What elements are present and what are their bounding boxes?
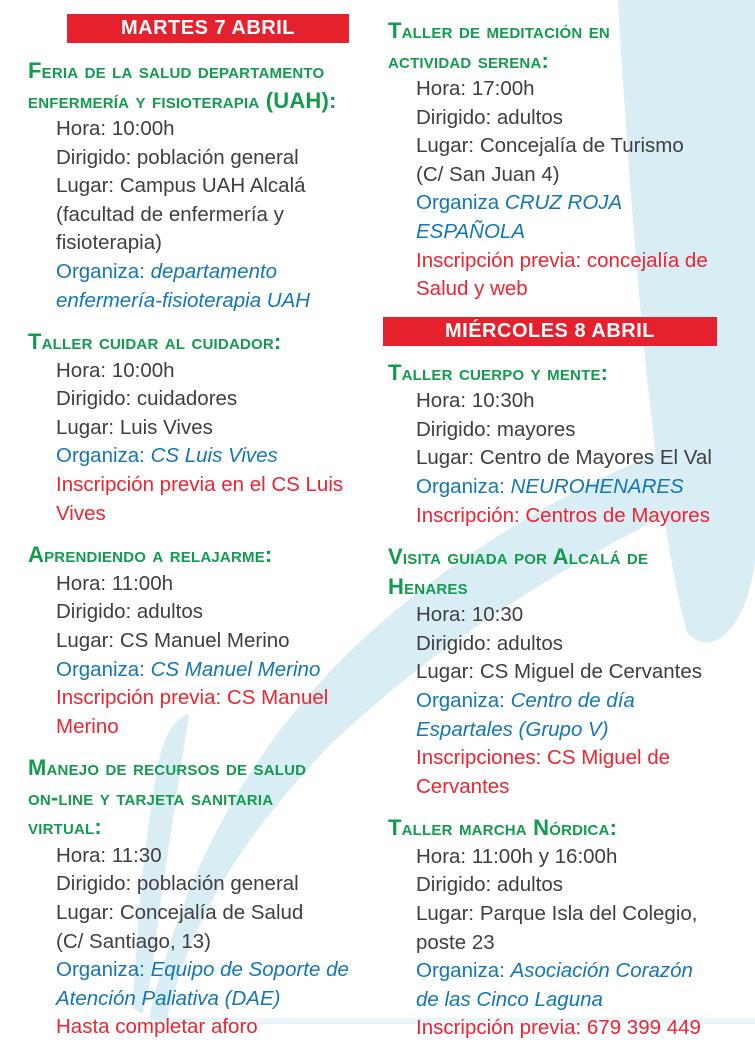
event-detail-line: Dirigido: población general bbox=[56, 872, 299, 896]
event-block bbox=[388, 16, 730, 304]
organiza-label: Organiza: bbox=[416, 959, 511, 983]
event-title-line: Taller de meditación en bbox=[388, 18, 610, 43]
organiza-value: Equipo de Soporte de bbox=[150, 958, 349, 982]
event-title-line: actividad serena: bbox=[388, 47, 550, 73]
event-detail-line: Hora: 10:30h bbox=[416, 389, 535, 413]
organiza-value: Centro de día bbox=[510, 689, 635, 712]
event-detail-line: Hora: 11:30 bbox=[56, 843, 162, 867]
organiza-label: Organiza: bbox=[56, 444, 151, 468]
event-detail-line: Dirigido: cuidadores bbox=[56, 387, 238, 411]
event-detail-line: Lugar: Centro de Mayores El Val bbox=[416, 446, 712, 470]
event-title-line: on-line y tarjeta sanitaria bbox=[28, 784, 274, 810]
event-title-line: Visita guiada por Alcalá de bbox=[388, 544, 649, 570]
event-title-line: Feria de la salud departamento bbox=[28, 58, 325, 83]
event-detail-line: Inscripción previa: concejalía de bbox=[416, 248, 708, 272]
event-title-line: enfermería y fisioterapia (UAH): bbox=[28, 87, 337, 113]
event-detail-line: (C/ Santiago, 13) bbox=[56, 929, 211, 953]
event-detail-line: Lugar: Concejalía de Salud bbox=[56, 900, 304, 924]
event-detail-line: Dirigido: adultos bbox=[416, 631, 563, 655]
event-block bbox=[388, 358, 730, 530]
event-detail-line: Hasta completar aforo bbox=[56, 1015, 258, 1039]
event-detail-line bbox=[28, 985, 356, 1014]
organiza-value: Espartales (Grupo V) bbox=[416, 717, 609, 741]
event-title-line: Taller cuerpo y mente: bbox=[388, 359, 609, 385]
event-detail-line bbox=[28, 287, 356, 316]
organiza-label: Organiza: bbox=[56, 259, 151, 283]
organiza-value: CS Luis Vives bbox=[150, 444, 278, 468]
event-detail-line bbox=[388, 473, 730, 502]
event-detail-line: Lugar: Luis Vives bbox=[56, 415, 213, 439]
event-detail-line: Dirigido: adultos bbox=[416, 873, 563, 897]
event-detail-line: Vives bbox=[56, 501, 106, 525]
event-detail-line: Inscripción previa en el CS Luis bbox=[56, 473, 344, 497]
event-block bbox=[388, 542, 730, 801]
event-block bbox=[28, 540, 356, 741]
event-detail-line: poste 23 bbox=[416, 930, 495, 954]
event-title-line: Manejo de recursos de salud bbox=[28, 755, 307, 781]
organiza-value: Atención Paliativa (DAE) bbox=[56, 986, 281, 1010]
event-title-line: Henares bbox=[388, 573, 468, 599]
event-detail-line: Hora: 10:30 bbox=[416, 603, 524, 627]
organiza-value: Asociación Corazón bbox=[510, 959, 693, 983]
event-detail-line bbox=[388, 189, 730, 246]
event-detail-line: Dirigido: población general bbox=[56, 145, 299, 169]
organiza-value: CRUZ ROJA ESPAÑOLA bbox=[416, 191, 622, 243]
event-detail-line: Lugar: Parque Isla del Colegio, bbox=[416, 902, 698, 926]
event-title-line: virtual: bbox=[28, 814, 102, 840]
organiza-value: de las Cinco Laguna bbox=[416, 987, 603, 1011]
event-detail-line: Hora: 11:00h bbox=[56, 571, 174, 595]
event-detail-line: Lugar: CS Miguel de Cervantes bbox=[416, 660, 703, 684]
column-1 bbox=[28, 14, 356, 1042]
event-detail-line: Salud y web bbox=[416, 277, 528, 301]
event-detail-line bbox=[388, 957, 730, 986]
event-detail-line: Lugar: CS Manuel Merino bbox=[56, 628, 290, 652]
organiza-label: Organiza: bbox=[416, 689, 511, 712]
organiza-value: departamento bbox=[150, 259, 278, 283]
event-detail-line: Cervantes bbox=[416, 774, 510, 798]
event-block bbox=[28, 56, 356, 315]
event-block bbox=[28, 753, 356, 1042]
event-detail-line: Merino bbox=[56, 714, 119, 738]
event-detail-line: Hora: 11:00h y 16:00h bbox=[416, 844, 618, 868]
event-detail-line bbox=[388, 687, 730, 716]
event-detail-line: Inscripciones: CS Miguel de bbox=[416, 746, 671, 770]
event-detail-line: Dirigido: adultos bbox=[56, 600, 203, 624]
organiza-value: NEUROHENARES bbox=[510, 475, 684, 499]
organiza-label: Organiza: bbox=[416, 475, 511, 499]
organiza-value: CS Manuel Merino bbox=[150, 657, 321, 681]
event-detail-line bbox=[28, 258, 356, 287]
event-title-line: Taller cuidar al cuidador: bbox=[28, 329, 282, 355]
event-block bbox=[388, 813, 730, 1043]
event-detail-line bbox=[28, 442, 356, 471]
column-2 bbox=[388, 16, 730, 1043]
event-detail-line: Hora: 17:00h bbox=[416, 77, 535, 100]
event-detail-line: Lugar: Concejalía de Turismo bbox=[416, 134, 684, 158]
event-detail-line: Inscripción previa: 679 399 449 bbox=[416, 1016, 701, 1040]
event-detail-line: (facultad de enfermería y bbox=[56, 202, 284, 226]
event-detail-line: Hora: 10:00h bbox=[56, 117, 175, 140]
event-detail-line: fisioterapia) bbox=[56, 231, 162, 255]
event-detail-line: Dirigido: mayores bbox=[416, 417, 576, 441]
event-detail-line: Inscripción: Centros de Mayores bbox=[416, 503, 710, 527]
event-detail-line bbox=[388, 716, 730, 745]
event-detail-line: (C/ San Juan 4) bbox=[416, 162, 560, 186]
organiza-label: Organiza: bbox=[56, 958, 151, 982]
event-detail-line bbox=[28, 656, 356, 685]
organiza-label: Organiza bbox=[416, 191, 505, 215]
event-block bbox=[28, 327, 356, 528]
event-detail-line: Inscripción previa: CS Manuel bbox=[56, 686, 329, 710]
day-banner: MIÉRCOLES 8 ABRIL bbox=[383, 317, 717, 346]
event-detail-line bbox=[28, 956, 356, 985]
organiza-value: enfermería-fisioterapia UAH bbox=[56, 288, 311, 312]
event-detail-line: Hora: 10:00h bbox=[56, 358, 175, 382]
event-detail-line: Dirigido: adultos bbox=[416, 105, 563, 129]
day-banner: MARTES 7 ABRIL bbox=[67, 14, 349, 43]
event-title-line: Taller marcha Nórdica: bbox=[388, 815, 618, 841]
organiza-label: Organiza: bbox=[56, 657, 151, 681]
event-title-line: Aprendiendo a relajarme: bbox=[28, 542, 273, 568]
event-detail-line bbox=[388, 986, 730, 1015]
event-detail-line: Lugar: Campus UAH Alcalá bbox=[56, 174, 306, 198]
